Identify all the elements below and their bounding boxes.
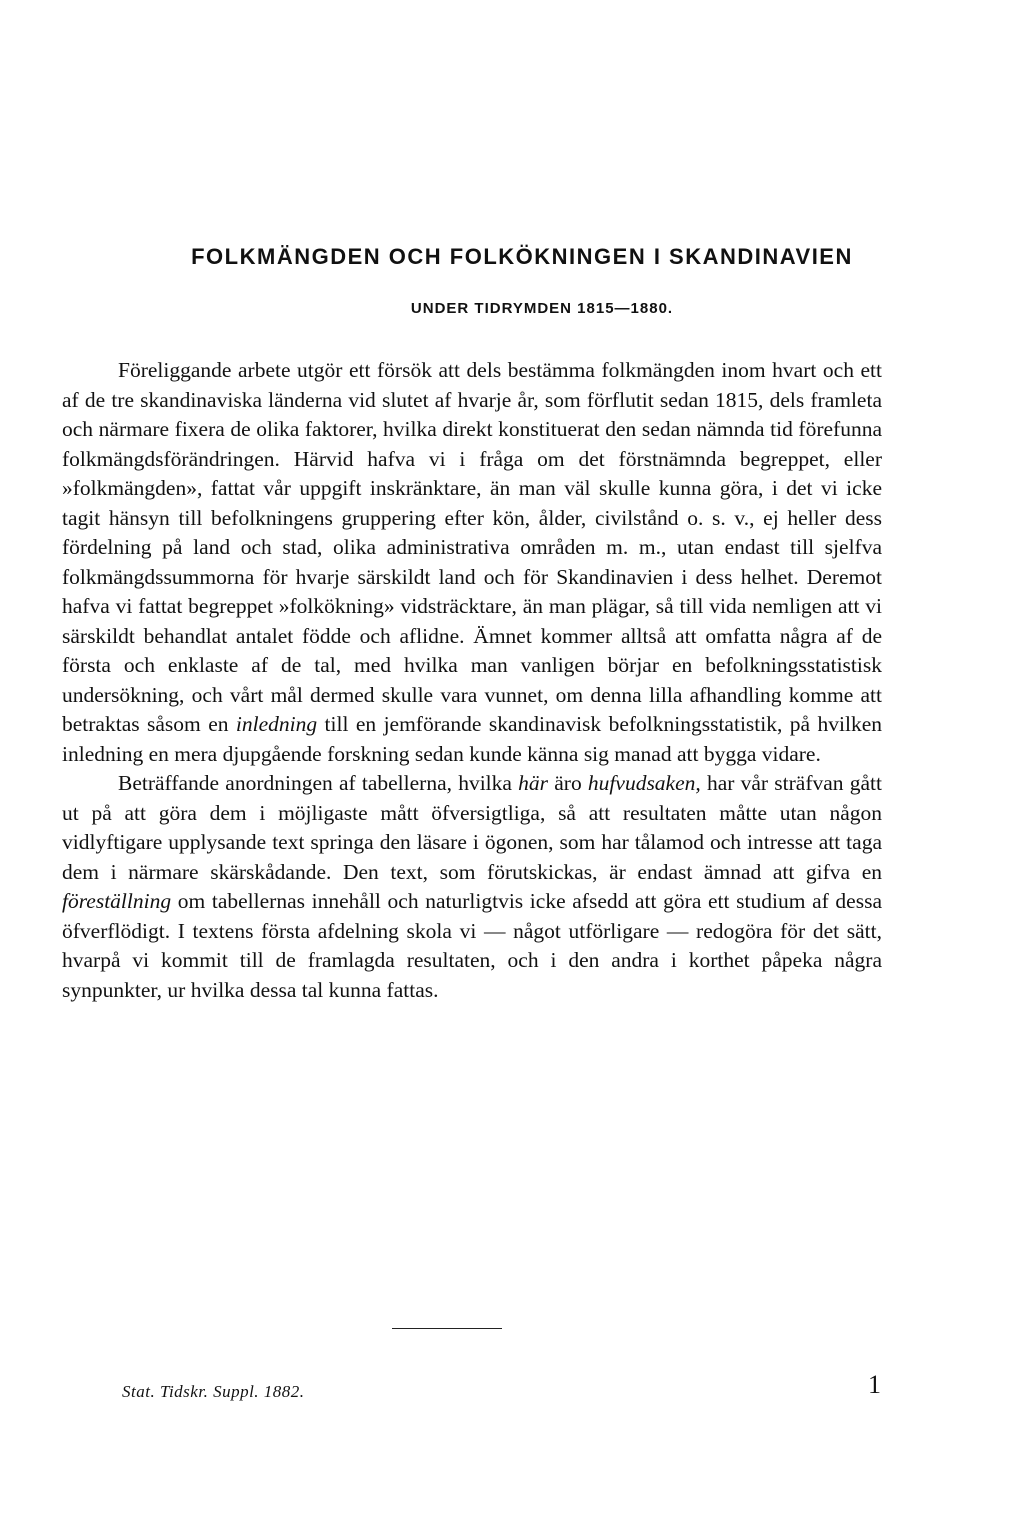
text-run: äro	[548, 771, 588, 795]
text-run: Beträffande anordningen af tabellerna, hvilka	[118, 771, 519, 795]
page-subtitle: UNDER TIDRYMDEN 1815—1880.	[410, 300, 674, 317]
paragraph-1	[62, 356, 882, 769]
text-run: har vår sträfvan gått ut på att göra dem i möjligaste mått öfversigtliga, så att resultaten måtte utan någon vidlyftigare upplysande text springa den läsare i ögonen, som har tålamod och intresse att taga dem i närmare skärskådande. Den text, som förutskickas, är endast ämnad att gifva en	[62, 771, 882, 884]
text-run: Föreliggande arbete utgör ett försök att dels bestämma folkmängden inom hvart och ett af de tre skandinaviska länderna vid slutet af hvarje år, som förflutit sedan 1815, dels framleta och närmare fixera de olika faktorer, hvilka direkt konstituerat den sedan nämnda tid förefunna folkmängdsförändringen. Härvid hafva vi i fråga om det förstnämnda begreppet, eller »folkmängden», fattat vår uppgift inskränktare, än man väl skulle kunna göra, i det vi icke tagit hänsyn till befolkningens gruppering efter kön, ålder, civilstånd o. s. v., ej heller dess fördelning på land och stad, olika administrativa områden m. m., utan endast till sjelfva folkmängdssummorna för hvarje särskildt land och för Skandinavien i dess helhet. Deremot hafva vi fattat begreppet »folkökning» vidsträcktare, än man plägar, så till vida nemligen att vi särskildt behandlat antalet födde och aflidne. Ämnet kommer alltså att omfatta några af de första och enklaste af de tal, med hvilka man vanligen börjar en befolkningsstatistisk undersökning, och vårt mål dermed skulle vara vunnet, om denna lilla afhandling komme att betraktas såsom en	[62, 358, 882, 736]
footer-citation: Stat. Tidskr. Suppl. 1882.	[122, 1382, 305, 1401]
italic-phrase: här	[518, 771, 549, 795]
body-text	[62, 356, 882, 1005]
italic-phrase: hufvudsaken,	[587, 771, 701, 795]
text-run: om tabellernas innehåll och naturligtvis icke afsedd att göra ett studium af dessa öfverflödigt. I textens första afdelning skola vi — något utförligare — redogöra för det sätt, hvarpå vi kommit till de framlagda resultaten, och i den andra i korthet påpeka några synpunkter, ur hvilka dessa tal kunna fattas.	[62, 889, 882, 1002]
text-run: till en jemförande skandinavisk befolkningsstatistik, på hvilken inledning en mera djupgående forskning sedan kunde känna sig manad att bygga vidare.	[62, 712, 882, 766]
page-number: 1	[868, 1370, 881, 1399]
paragraph-2	[62, 769, 882, 1005]
italic-phrase: inledning	[235, 712, 318, 736]
section-divider	[392, 1328, 502, 1329]
italic-phrase: föreställning	[62, 889, 172, 913]
page-title: FOLKMÄNGDEN OCH FOLKÖKNINGEN I SKANDINAVIEN	[191, 244, 853, 269]
